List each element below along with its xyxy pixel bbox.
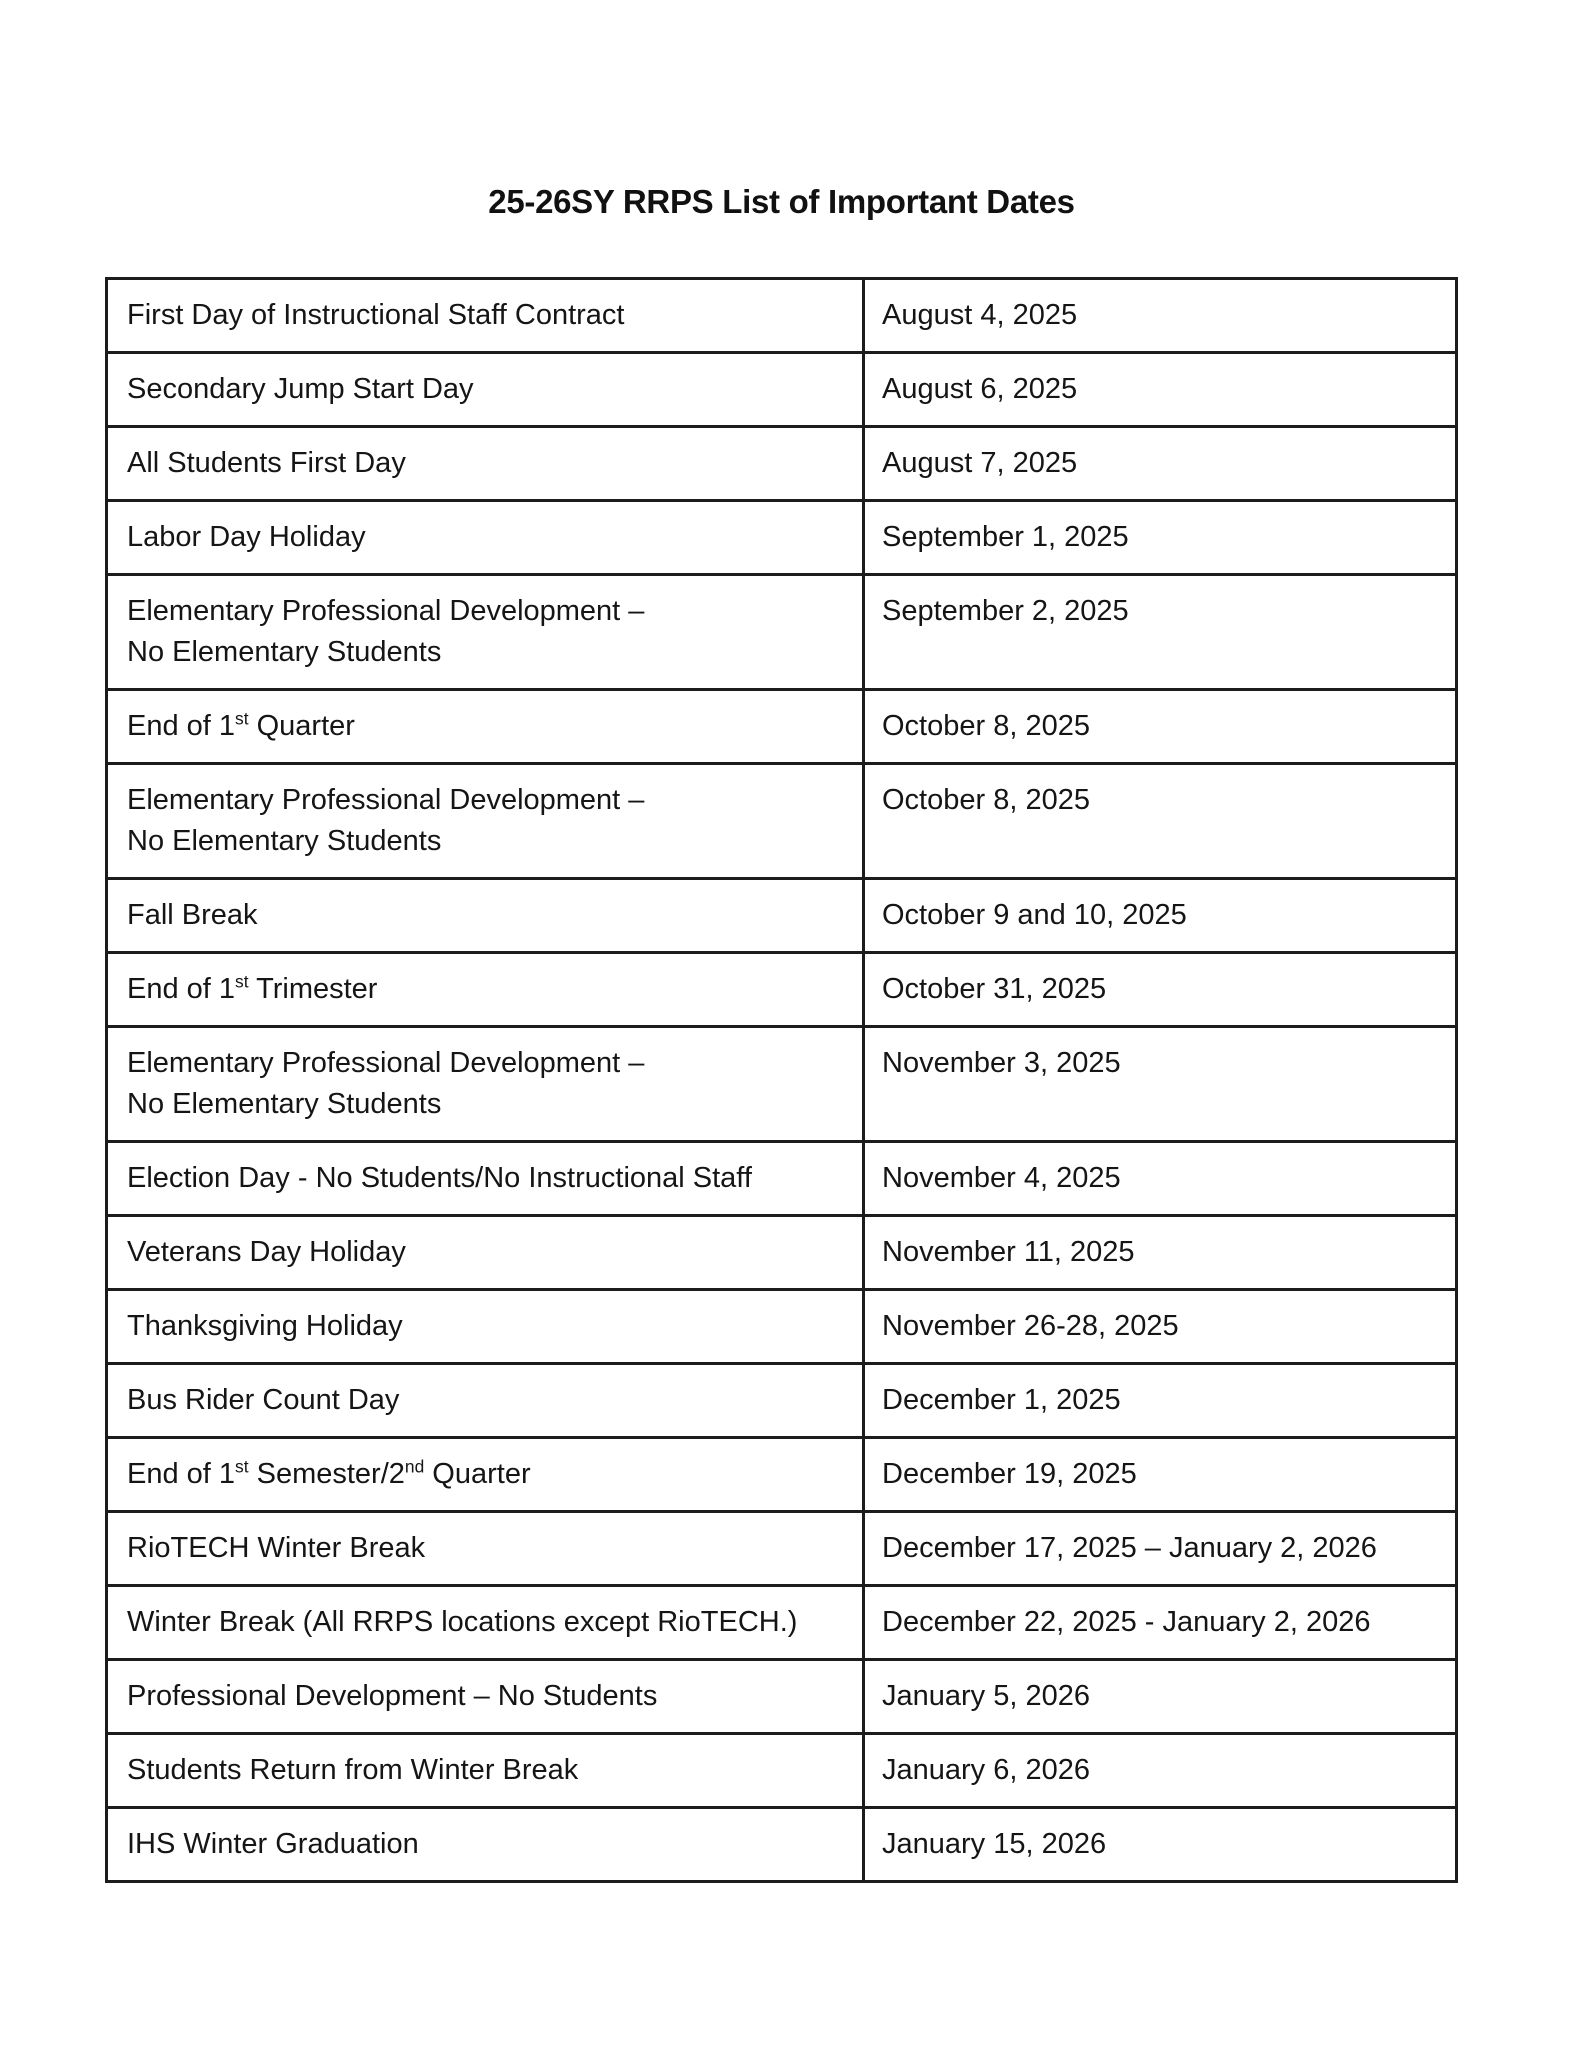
table-row xyxy=(108,1217,1455,1291)
cell-text: August 6, 2025 xyxy=(882,373,1078,405)
table-row xyxy=(108,1028,1455,1143)
cell-text: Quarter xyxy=(248,710,355,742)
cell-text: End of 1 xyxy=(127,973,236,1005)
cell-text: Quarter xyxy=(424,1458,531,1490)
cell-text: November 26-28, 2025 xyxy=(882,1310,1179,1342)
page-title: 25-26SY RRPS List of Important Dates xyxy=(488,183,1075,220)
event-cell xyxy=(108,1439,865,1510)
cell-text: December 22, 2025 - January 2, 2026 xyxy=(882,1606,1371,1638)
date-cell xyxy=(865,502,1455,573)
cell-text: September 2, 2025 xyxy=(882,595,1129,627)
cell-text: First Day of Instructional Staff Contract xyxy=(127,299,625,331)
event-cell xyxy=(108,502,865,573)
cell-text: Elementary Professional Development – xyxy=(127,1047,645,1079)
cell-text: August 7, 2025 xyxy=(882,447,1078,479)
cell-text: Veterans Day Holiday xyxy=(127,1236,406,1268)
date-cell xyxy=(865,691,1455,762)
cell-text: Labor Day Holiday xyxy=(127,521,366,553)
date-cell xyxy=(865,1028,1455,1140)
cell-text: RioTECH Winter Break xyxy=(127,1532,426,1564)
cell-text: Trimester xyxy=(248,973,378,1005)
cell-text: November 3, 2025 xyxy=(882,1047,1121,1079)
cell-text: Semester/2 xyxy=(248,1458,405,1490)
superscript-text: st xyxy=(235,971,249,992)
cell-text: January 6, 2026 xyxy=(882,1754,1090,1786)
event-cell xyxy=(108,576,865,688)
date-cell xyxy=(865,428,1455,499)
cell-text: August 4, 2025 xyxy=(882,299,1078,331)
event-cell xyxy=(108,280,865,351)
cell-text: Elementary Professional Development – xyxy=(127,784,645,816)
event-cell xyxy=(108,1217,865,1288)
cell-text: Fall Break xyxy=(127,899,258,931)
cell-text: October 8, 2025 xyxy=(882,784,1090,816)
event-cell xyxy=(108,1028,865,1140)
event-cell xyxy=(108,1809,865,1880)
cell-text: October 8, 2025 xyxy=(882,710,1090,742)
date-cell xyxy=(865,1439,1455,1510)
date-cell xyxy=(865,1291,1455,1362)
date-cell xyxy=(865,354,1455,425)
event-cell xyxy=(108,1587,865,1658)
event-cell xyxy=(108,354,865,425)
date-cell xyxy=(865,954,1455,1025)
cell-text: All Students First Day xyxy=(127,447,406,479)
cell-text: January 5, 2026 xyxy=(882,1680,1090,1712)
event-cell xyxy=(108,1735,865,1806)
cell-text: Election Day - No Students/No Instructional Staff xyxy=(127,1162,752,1194)
cell-text: No Elementary Students xyxy=(127,636,442,668)
table-row xyxy=(108,1513,1455,1587)
event-cell xyxy=(108,428,865,499)
table-row xyxy=(108,1143,1455,1217)
date-cell xyxy=(865,1587,1455,1658)
cell-text: No Elementary Students xyxy=(127,825,442,857)
date-cell xyxy=(865,1809,1455,1880)
cell-text: December 1, 2025 xyxy=(882,1384,1121,1416)
table-row xyxy=(108,1365,1455,1439)
table-row xyxy=(108,1439,1455,1513)
cell-text: October 31, 2025 xyxy=(882,973,1107,1005)
cell-text: November 4, 2025 xyxy=(882,1162,1121,1194)
table-row xyxy=(108,691,1455,765)
table-row xyxy=(108,765,1455,880)
cell-text: Secondary Jump Start Day xyxy=(127,373,474,405)
cell-text: Bus Rider Count Day xyxy=(127,1384,400,1416)
table-row xyxy=(108,354,1455,428)
event-cell xyxy=(108,1143,865,1214)
cell-text: October 9 and 10, 2025 xyxy=(882,899,1187,931)
date-cell xyxy=(865,280,1455,351)
event-cell xyxy=(108,691,865,762)
table-row xyxy=(108,1587,1455,1661)
table-row xyxy=(108,954,1455,1028)
table-row xyxy=(108,280,1455,354)
table-row xyxy=(108,1809,1455,1883)
table-row xyxy=(108,502,1455,576)
date-cell xyxy=(865,765,1455,877)
date-cell xyxy=(865,1217,1455,1288)
date-cell xyxy=(865,1735,1455,1806)
cell-text: End of 1 xyxy=(127,1458,236,1490)
cell-text: IHS Winter Graduation xyxy=(127,1828,419,1860)
cell-text: End of 1 xyxy=(127,710,236,742)
event-cell xyxy=(108,1365,865,1436)
cell-text: September 1, 2025 xyxy=(882,521,1129,553)
date-cell xyxy=(865,1513,1455,1584)
cell-text: Students Return from Winter Break xyxy=(127,1754,579,1786)
cell-text: Professional Development – No Students xyxy=(127,1680,658,1712)
cell-text: Winter Break (All RRPS locations except RioTECH.) xyxy=(127,1606,798,1638)
superscript-text: nd xyxy=(404,1456,425,1477)
table-row xyxy=(108,880,1455,954)
superscript-text: st xyxy=(235,708,249,729)
event-cell xyxy=(108,1513,865,1584)
cell-text: November 11, 2025 xyxy=(882,1236,1135,1268)
cell-text: December 19, 2025 xyxy=(882,1458,1137,1490)
date-cell xyxy=(865,1661,1455,1732)
cell-text: Thanksgiving Holiday xyxy=(127,1310,403,1342)
important-dates-table xyxy=(105,277,1458,1883)
date-cell xyxy=(865,880,1455,951)
superscript-text: st xyxy=(235,1456,249,1477)
date-cell xyxy=(865,576,1455,688)
cell-text: Elementary Professional Development – xyxy=(127,595,645,627)
cell-text: January 15, 2026 xyxy=(882,1828,1107,1860)
table-row xyxy=(108,1661,1455,1735)
event-cell xyxy=(108,880,865,951)
table-row xyxy=(108,428,1455,502)
date-cell xyxy=(865,1365,1455,1436)
date-cell xyxy=(865,1143,1455,1214)
cell-text: December 17, 2025 – January 2, 2026 xyxy=(882,1532,1377,1564)
cell-text: No Elementary Students xyxy=(127,1088,442,1120)
table-row xyxy=(108,1291,1455,1365)
event-cell xyxy=(108,1661,865,1732)
event-cell xyxy=(108,1291,865,1362)
table-row xyxy=(108,576,1455,691)
table-row xyxy=(108,1735,1455,1809)
event-cell xyxy=(108,765,865,877)
event-cell xyxy=(108,954,865,1025)
